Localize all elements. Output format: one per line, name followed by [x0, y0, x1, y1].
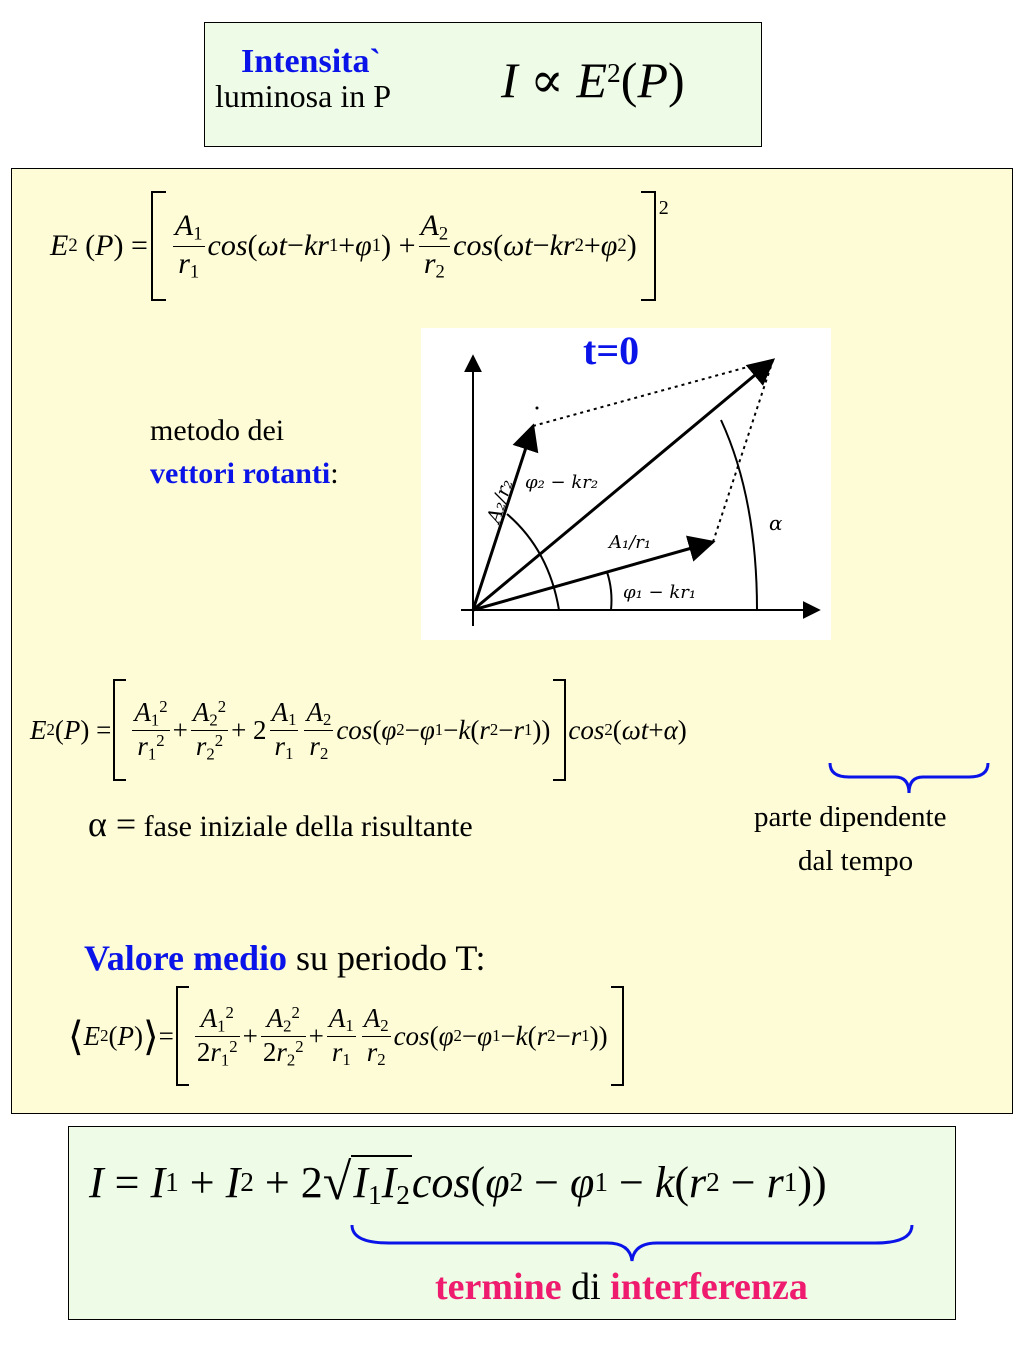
title-line1: Intensita` — [241, 43, 381, 80]
average-label — [84, 937, 486, 979]
right-bracket — [637, 190, 659, 302]
method-colon: : — [330, 457, 339, 490]
dotted-side-top — [533, 360, 773, 426]
title-box — [204, 22, 762, 147]
field-equation: E 2 ( P ) = $\frac{A_1}{r_1}$ cos ( ωt − kr 1 + φ 1 ) + $\frac{A_2}{r_2}$ cos ( ωt − kr 2 + φ 2 ) 2 — [50, 191, 669, 301]
phasor-diagram — [421, 328, 831, 640]
average-emphasis: Valore medio — [84, 938, 287, 978]
average-tail: su periodo T: — [296, 938, 486, 978]
intensity-box — [68, 1126, 956, 1320]
arc-phase1 — [607, 572, 612, 610]
dotted-side-right — [713, 360, 773, 542]
method-line1: metodo dei — [150, 414, 285, 447]
left-bracket — [148, 190, 170, 302]
average-equation: ⟨ E 2 ( P ) ⟩ = $\frac{A_1^2}{2r_1^2}$ + $\frac{A_2^2}{2r_2^2}$ + $\frac{A_1}{r_1}$ $\frac{A_2}{r_2}$ cos ( φ 2 − φ 1 − k ( r 2 − r 1 )) — [68, 984, 626, 1088]
alpha-text: fase iniziale della risultante — [143, 810, 473, 843]
resultant-equation: E 2 ( P ) = $\frac{A_1^2}{r_1^2}$ + $\frac{A_2^2}{r_2^2}$ + 2 $\frac{A_1}{r_1}$ $\frac{A_2}{r_2}$ cos ( φ 2 − φ 1 − k ( r 2 − r 1 )) cos 2 ( ωt + α ) — [30, 677, 687, 783]
note-di: di — [571, 1266, 601, 1308]
title-line2: luminosa in P — [215, 78, 392, 114]
interference-note — [435, 1265, 808, 1309]
alpha-note — [88, 803, 473, 845]
note-interferenza: interferenza — [610, 1266, 808, 1308]
time-part-line2: dal tempo — [798, 845, 914, 877]
right-bracket-3 — [608, 985, 626, 1087]
label-a1: A₁/r₁ — [609, 532, 652, 553]
intensity-equation: I = I 1 + I 2 + 2 √ $I_1I_2$ cos ( φ 2 − φ 1 − k ( r 2 − r 1 )) — [89, 1154, 827, 1211]
right-bracket-2 — [550, 678, 568, 782]
phasor-svg — [421, 328, 831, 640]
arc-alpha — [721, 420, 757, 610]
left-bracket-3 — [174, 985, 192, 1087]
derivation-box — [11, 168, 1013, 1114]
interference-brace — [349, 1223, 915, 1265]
label-t0: t=0 — [583, 328, 640, 373]
method-emphasis: vettori rotanti — [150, 457, 331, 490]
arc-phase2 — [507, 514, 559, 610]
label-a2: A₂/r₂ — [482, 476, 518, 526]
time-part-brace — [827, 761, 992, 797]
label-alpha: α — [769, 511, 783, 535]
label-phase1: φ₁ − kr₁ — [623, 582, 697, 603]
method-line2 — [150, 457, 339, 491]
vector-resultant — [473, 360, 773, 610]
alpha-symbol: α = — [88, 804, 137, 844]
left-bracket-2 — [111, 678, 129, 782]
label-phase2: φ₂ − kr₂ — [525, 472, 599, 493]
time-part-line1: parte dipendente — [754, 801, 947, 833]
proportional-formula: $I \propto E^2(P)$ — [501, 52, 685, 108]
note-termine: termine — [435, 1266, 562, 1308]
